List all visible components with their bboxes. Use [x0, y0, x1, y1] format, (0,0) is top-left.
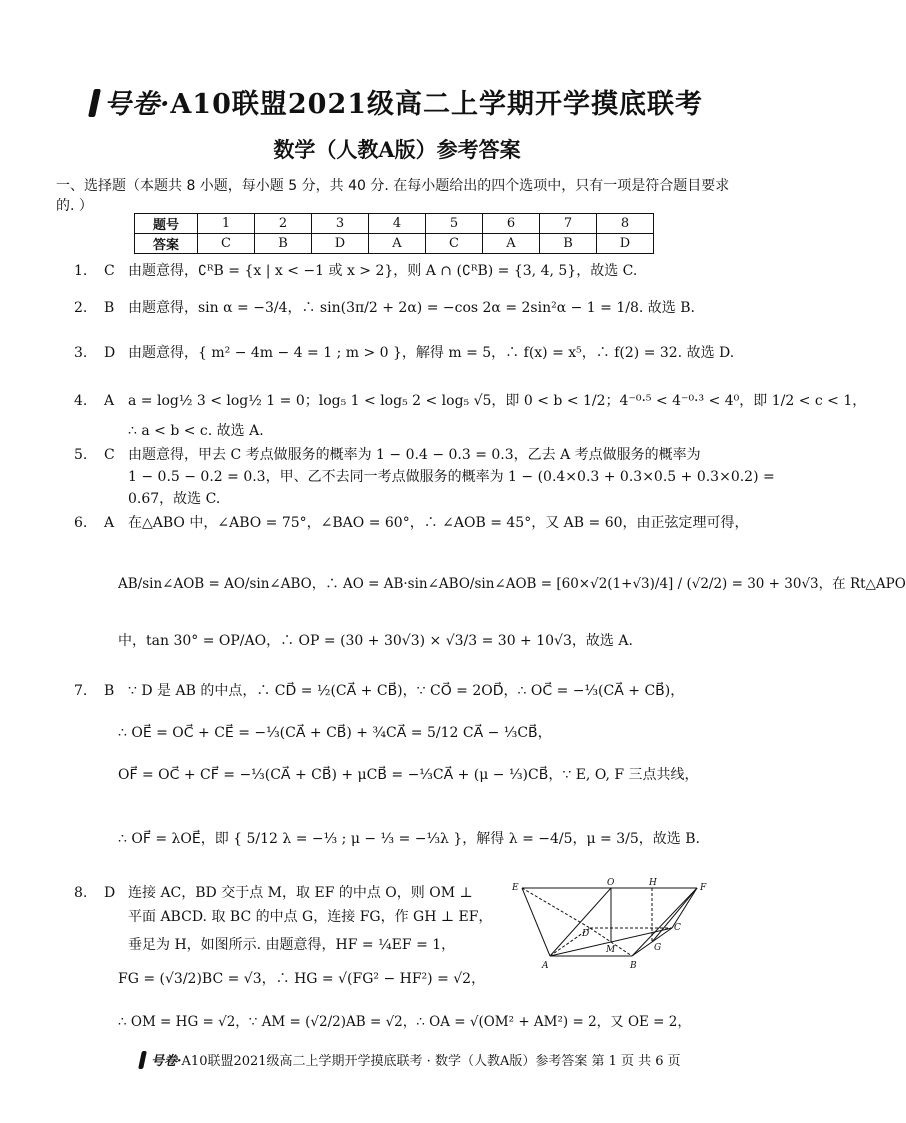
table-cell: D [312, 234, 369, 254]
figure-label: O [607, 878, 615, 888]
solution-answer: C [104, 447, 115, 463]
solution-line: 平面 ABCD. 取 BC 的中点 G，连接 FG，作 GH ⊥ EF， [128, 909, 493, 925]
table-cell: 2 [255, 214, 312, 234]
page-footer [140, 1050, 681, 1069]
solution-5 [74, 444, 701, 464]
table-cell: 7 [540, 214, 597, 234]
brand-logo-icon [88, 89, 101, 117]
figure-label: H [649, 878, 657, 888]
figure-label: C [674, 923, 681, 933]
solution-line: 由题意得，{ m² − 4m − 4 = 1 ; m > 0 }，解得 m = 5，∴ f(x) = x⁵，∴ f(2) = 32. 故选 D. [128, 345, 735, 361]
page-subtitle: 数学（人教A版）参考答案 [273, 137, 521, 162]
table-row [135, 214, 654, 234]
solution-8 [74, 882, 473, 902]
table-cell: 6 [483, 214, 540, 234]
solution-number: 5. [74, 447, 88, 463]
geometry-figure [512, 878, 712, 978]
solution-number: 8. [74, 885, 88, 901]
solution-line: ∵ D 是 AB 的中点，∴ CD⃗ = ½(CA⃗ + CB⃗)，∵ CO⃗ = 2OD⃗，∴ OC⃗ = −⅓(CA⃗ + CB⃗)， [128, 683, 685, 699]
solution-number: 6. [74, 515, 88, 531]
solution-answer: B [104, 683, 115, 699]
solution-line: ∴ OM = HG = √2，∵ AM = (√2/2)AB = √2，∴ OA = √(OM² + AM²) = 2，又 OE = 2， [118, 1014, 691, 1030]
page-title [0, 82, 794, 121]
table-cell: 3 [312, 214, 369, 234]
footer-text: A10联盟2021级高二上学期开学摸底联考 · 数学（人教A版）参考答案 第 1 页 共 6 页 [181, 1054, 681, 1069]
figure-label: E [512, 883, 519, 893]
solution-number: 2. [74, 300, 88, 316]
table-cell: B [540, 234, 597, 254]
figure-label: M [606, 945, 616, 955]
solution-number: 1. [74, 263, 88, 279]
footer-brand: 号卷· [151, 1054, 182, 1069]
solution-answer: D [104, 885, 116, 901]
table-cell: 5 [426, 214, 483, 234]
table-cell: C [426, 234, 483, 254]
solution-line: 由题意得，甲去 C 考点做服务的概率为 1 − 0.4 − 0.3 = 0.3，乙去 A 考点做服务的概率为 [128, 447, 701, 463]
solution-line: FG = (√3/2)BC = √3，∴ HG = √(FG² − HF²) = √2， [118, 971, 486, 987]
solution-6 [74, 512, 749, 532]
figure-label: D [582, 929, 590, 939]
section-heading: 一、选择题（本题共 8 小题，每小题 5 分，共 40 分. 在每小题给出的四个选项中，只有一项是符合题目要求的. ） [56, 178, 730, 214]
answer-table [134, 213, 654, 254]
table-cell: C [198, 234, 255, 254]
solution-answer: D [104, 345, 116, 361]
row-label-answer: 答案 [135, 234, 198, 254]
table-cell: 8 [597, 214, 654, 234]
figure-label: G [654, 943, 662, 953]
table-cell: A [369, 234, 426, 254]
solution-3 [74, 342, 734, 362]
row-label-number: 题号 [135, 214, 198, 234]
table-cell: D [597, 234, 654, 254]
solution-answer: A [104, 515, 115, 531]
solution-number: 4. [74, 393, 88, 409]
solution-line: a = log½ 3 < log½ 1 = 0；log₅ 1 < log₅ 2 < log₅ √5，即 0 < b < 1/2；4⁻⁰·⁵ < 4⁻⁰·³ < 4⁰，即 1/2 < c < 1， [128, 393, 867, 409]
solution-line: 连接 AC，BD 交于点 M，取 EF 的中点 O，则 OM ⊥ [128, 885, 473, 901]
solution-line: 1 − 0.5 − 0.2 = 0.3，甲、乙不去同一考点做服务的概率为 1 − (0.4×0.3 + 0.3×0.5 + 0.3×0.2) = [128, 469, 775, 485]
solution-line: ∴ OF⃗ = λOE⃗，即 { 5/12 λ = −⅓ ; μ − ⅓ = −⅓λ }，解得 λ = −4/5，μ = 3/5，故选 B. [118, 831, 700, 847]
figure-label: F [700, 883, 707, 893]
solution-line: 在△ABO 中，∠ABO = 75°，∠BAO = 60°，∴ ∠AOB = 45°，又 AB = 60，由正弦定理可得， [128, 515, 749, 531]
solution-line: ∴ a < b < c. 故选 A. [128, 423, 264, 439]
exam-title: A10联盟2021级高二上学期开学摸底联考 [170, 89, 704, 120]
solution-line: 由题意得，∁ᴿB = {x | x < −1 或 x > 2}，则 A ∩ (∁ᴿB) = {3, 4, 5}，故选 C. [128, 263, 638, 279]
figure-label: A [542, 961, 549, 971]
solution-line: 垂足为 H，如图所示. 由题意得，HF = ¼EF = 1， [128, 937, 456, 953]
solution-4 [74, 390, 866, 410]
table-cell: B [255, 234, 312, 254]
solution-number: 3. [74, 345, 88, 361]
solution-line: 中，tan 30° = OP/AO，∴ OP = (30 + 30√3) × √3/3 = 30 + 10√3，故选 A. [118, 633, 633, 649]
figure-label: B [630, 961, 637, 971]
solution-line: 由题意得，sin α = −3/4，∴ sin(3π/2 + 2α) = −cos 2α = 2sin²α − 1 = 1/8. 故选 B. [128, 300, 695, 316]
solution-line: ∴ OE⃗ = OC⃗ + CE⃗ = −⅓(CA⃗ + CB⃗) + ¾CA⃗ = 5/12 CA⃗ − ⅓CB⃗， [118, 725, 552, 741]
solution-1 [74, 260, 637, 280]
solution-answer: C [104, 263, 115, 279]
brand-name: 号卷· [103, 89, 171, 120]
table-row [135, 234, 654, 254]
solution-7 [74, 680, 684, 700]
solution-line: OF⃗ = OC⃗ + CF⃗ = −⅓(CA⃗ + CB⃗) + μCB⃗ = −⅓CA⃗ + (μ − ⅓)CB⃗，∵ E, O, F 三点共线， [118, 767, 699, 783]
table-cell: 1 [198, 214, 255, 234]
table-cell: A [483, 234, 540, 254]
solution-number: 7. [74, 683, 88, 699]
brand-logo-icon [138, 1051, 147, 1069]
table-cell: 4 [369, 214, 426, 234]
solution-answer: B [104, 300, 115, 316]
solution-line: 0.67，故选 C. [128, 491, 221, 507]
solution-answer: A [104, 393, 115, 409]
solution-line: AB/sin∠AOB = AO/sin∠ABO，∴ AO = AB·sin∠ABO/sin∠AOB = [60×√2(1+√3)/4] / (√2/2) = 30 + 30√3，在 Rt△APO [118, 576, 906, 592]
solution-2 [74, 297, 695, 317]
